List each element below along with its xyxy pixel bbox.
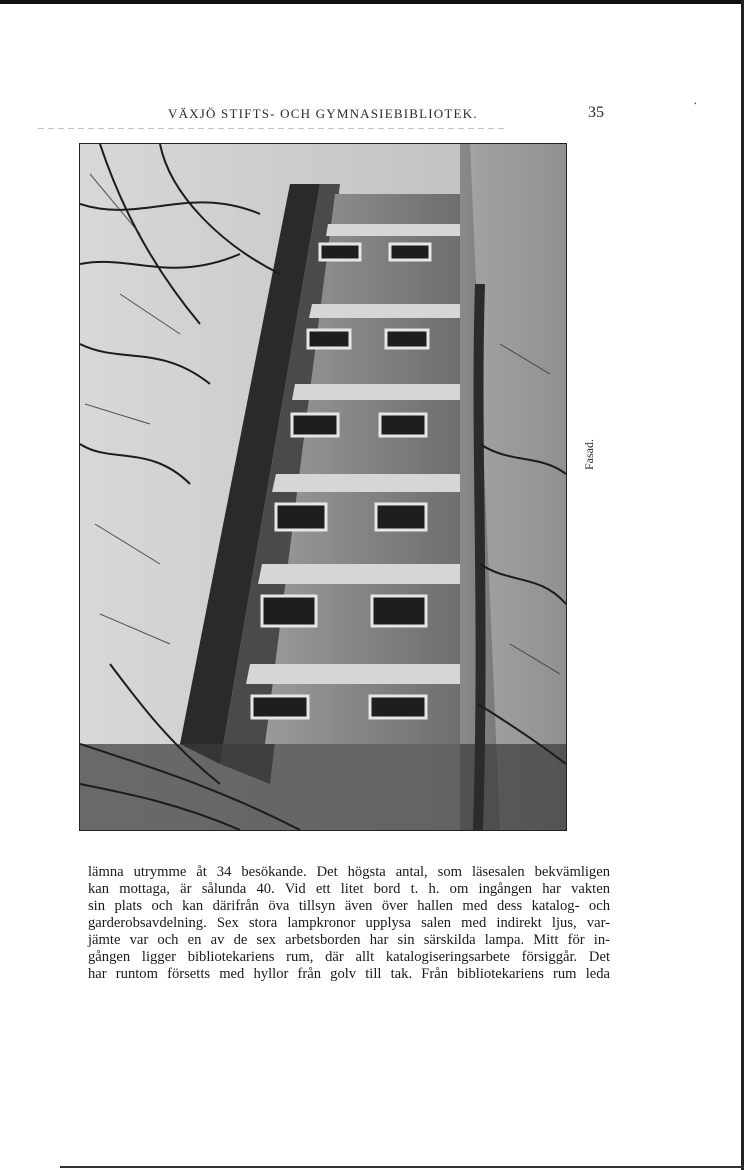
plate-caption: Fasad. bbox=[582, 439, 596, 470]
page-speck: • bbox=[694, 100, 697, 108]
page-bottom-edge bbox=[60, 1166, 744, 1168]
body-line: kan mottaga, är sålunda 40. Vid ett litet bord t. h. om ingången har vakten bbox=[88, 881, 610, 897]
body-paragraph bbox=[88, 864, 610, 983]
page-top-edge bbox=[0, 0, 744, 4]
running-head: VÄXJÖ STIFTS- OCH GYMNASIEBIBLIOTEK. bbox=[168, 106, 478, 121]
body-line: gången ligger bibliotekariens rum, där allt katalogiseringsarbete försiggår. Det bbox=[88, 949, 610, 965]
body-line: lämna utrymme åt 34 besökande. Det högsta antal, som läsesalen bekvämligen bbox=[88, 864, 610, 880]
facade-photograph bbox=[79, 143, 567, 831]
facade-photo-illustration bbox=[80, 144, 566, 830]
header-rule bbox=[38, 128, 508, 129]
body-line: garderobsavdelning. Sex stora lampkronor upplysa salen med indirekt ljus, var- bbox=[88, 915, 610, 931]
page-number: 35 bbox=[588, 104, 604, 121]
body-line: har runtom försetts med hyllor från golv till tak. Från bibliotekariens rum leda bbox=[88, 966, 610, 982]
body-line: jämte var och en av de sex arbetsborden har sin särskilda lampa. Mitt för in- bbox=[88, 932, 610, 948]
body-line: sin plats och kan därifrån öva tillsyn även över hallen med dess katalog- och bbox=[88, 898, 610, 914]
